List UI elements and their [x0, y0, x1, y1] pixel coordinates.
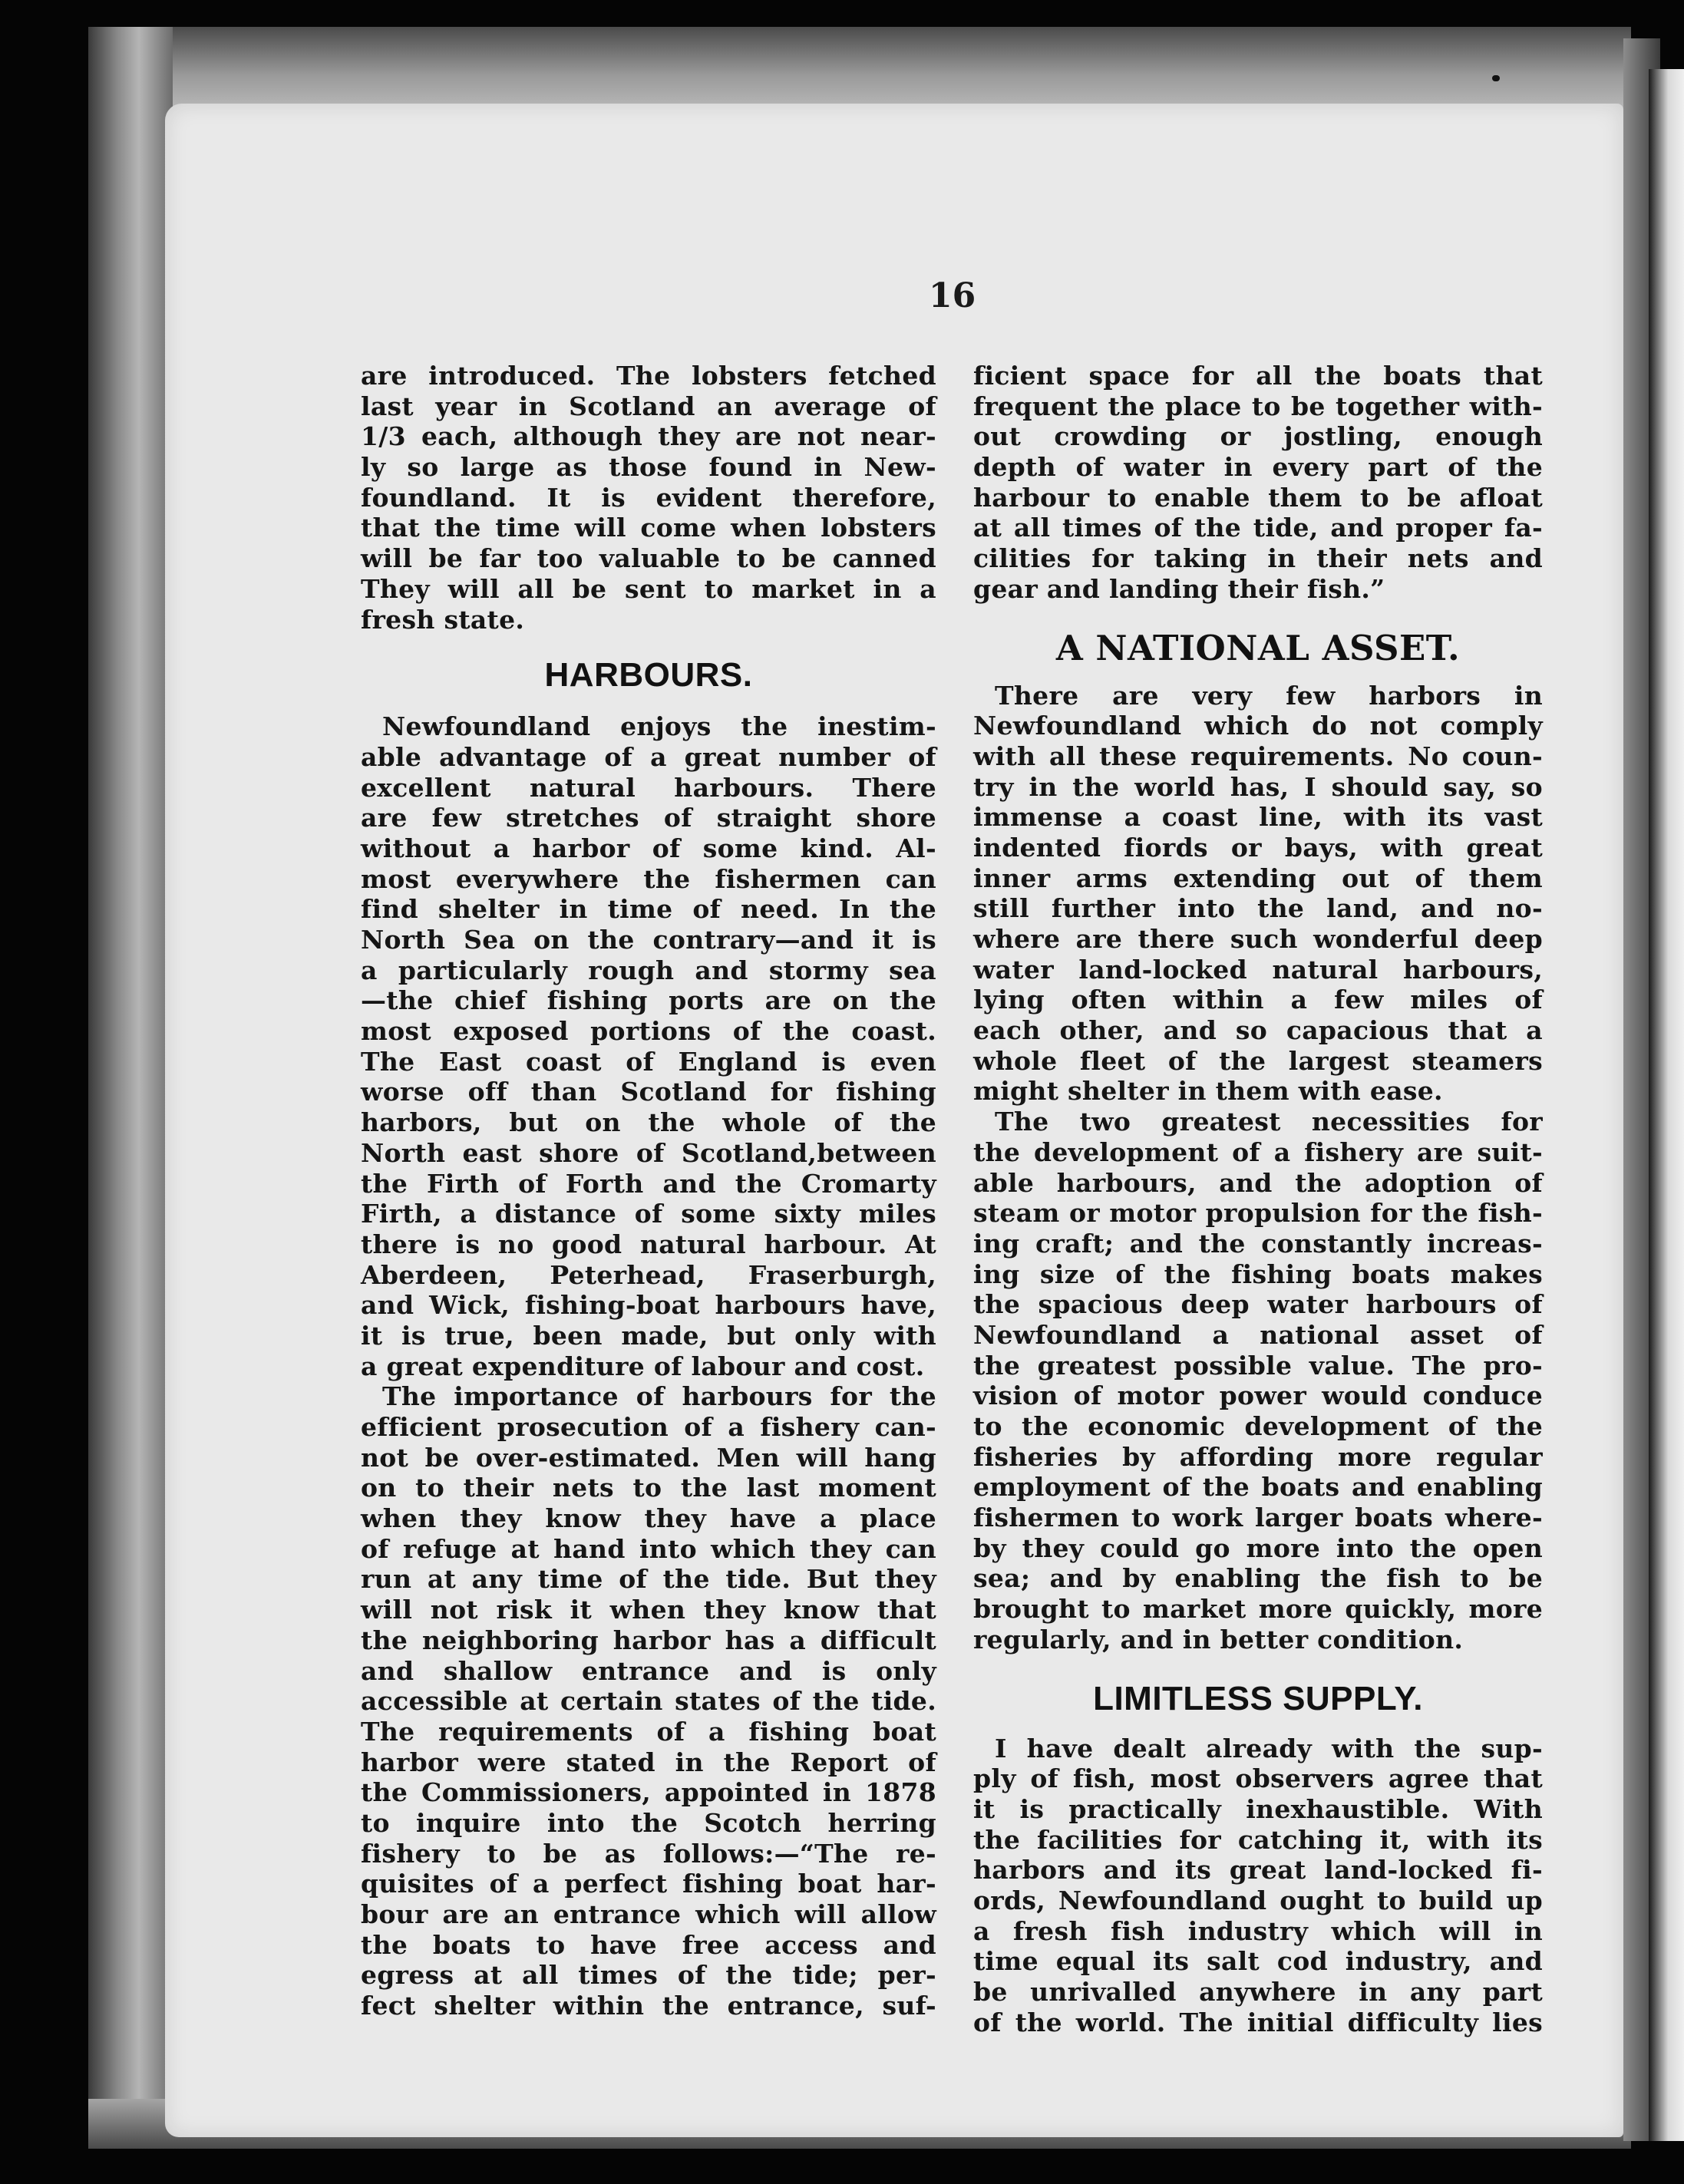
- text-line: to the economic development of the: [973, 1411, 1543, 1441]
- text-line: on to their nets to the last moment: [361, 1473, 936, 1503]
- text-line: excellent natural harbours. There: [361, 772, 936, 803]
- national-asset-paragraph-2: [973, 1107, 1543, 1654]
- text-line: harbors, but on the whole of the: [361, 1107, 936, 1138]
- text-line: are few stretches of straight shore: [361, 803, 936, 833]
- text-line: ly so large as those found in New-: [361, 452, 936, 483]
- text-line: —the chief fishing ports are on the: [361, 985, 936, 1016]
- text-line: find shelter in time of need. In the: [361, 894, 936, 925]
- text-line: out crowding or jostling, enough: [973, 421, 1543, 452]
- text-line: The East coast of England is even: [361, 1046, 936, 1077]
- text-line: cilities for taking in their nets and: [973, 543, 1543, 574]
- text-line: the development of a fishery are suit-: [973, 1137, 1543, 1167]
- text-line: will be far too valuable to be canned: [361, 543, 936, 574]
- text-line: at all times of the tide, and proper fa-: [973, 513, 1543, 543]
- text-line: Newfoundland which do not comply: [973, 711, 1543, 741]
- text-line: quisites of a perfect fishing boat har-: [361, 1869, 936, 1899]
- text-line: ply of fish, most observers agree that: [973, 1763, 1543, 1794]
- text-line: regularly, and in better condition.: [973, 1624, 1464, 1654]
- text-line: and shallow entrance and is only: [361, 1655, 936, 1686]
- text-line: with all these requirements. No coun-: [973, 741, 1543, 771]
- section-heading-harbours: HARBOURS.: [544, 656, 753, 694]
- scan-background-top: [88, 27, 1631, 115]
- next-page-edge: [1649, 69, 1684, 2141]
- text-line: last year in Scotland an average of: [361, 391, 936, 421]
- text-line: employment of the boats and enabling: [973, 1472, 1543, 1503]
- scan-background-left: [88, 27, 173, 2145]
- scan-speck: [1492, 75, 1500, 81]
- text-line: Aberdeen, Peterhead, Fraserburgh,: [361, 1259, 936, 1290]
- text-line: worse off than Scotland for fishing: [361, 1077, 936, 1107]
- text-line: it is practically inexhaustible. With: [973, 1793, 1543, 1824]
- text-line: ing size of the fishing boats makes: [973, 1259, 1543, 1289]
- text-line: The two greatest necessities for: [995, 1107, 1543, 1137]
- text-line: indented fiords or bays, with great: [973, 832, 1543, 863]
- text-line: ing craft; and the constantly increas-: [973, 1228, 1543, 1259]
- text-line: harbors and its great land-locked fi-: [973, 1855, 1543, 1885]
- text-line: Firth, a distance of some sixty miles: [361, 1199, 936, 1229]
- text-line: without a harbor of some kind. Al-: [361, 833, 936, 863]
- section-heading-national-asset: A NATIONAL ASSET.: [1055, 627, 1461, 668]
- text-line: able advantage of a great number of: [361, 741, 936, 772]
- national-asset-paragraph-1: [973, 681, 1543, 1107]
- text-line: whole fleet of the largest steamers: [973, 1045, 1543, 1076]
- text-line: harbour to enable them to be afloat: [973, 482, 1543, 513]
- text-line: There are very few harbors in: [995, 680, 1543, 711]
- text-line: where are there such wonderful deep: [973, 924, 1543, 954]
- text-line: frequent the place to be together with-: [973, 391, 1543, 421]
- text-line: still further into the land, and no-: [973, 893, 1543, 924]
- text-line: 1/3 each, although they are not near-: [361, 421, 936, 452]
- text-line: The importance of harbours for the: [382, 1381, 936, 1412]
- text-line: gear and landing their fish.”: [973, 573, 1385, 604]
- limitless-supply-paragraph: [973, 1734, 1543, 2038]
- text-line: the facilities for catching it, with its: [973, 1824, 1543, 1855]
- text-line: brought to market more quickly, more: [973, 1594, 1543, 1625]
- right-intro-paragraph: [973, 361, 1543, 605]
- text-line: fisheries by affording more regular: [973, 1441, 1543, 1472]
- text-line: it is true, been made, but only with: [361, 1320, 936, 1351]
- text-line: ords, Newfoundland ought to build up: [973, 1885, 1543, 1915]
- text-line: Newfoundland a national asset of: [973, 1319, 1543, 1350]
- text-line: most exposed portions of the coast.: [361, 1016, 936, 1047]
- left-intro-paragraph: [361, 361, 936, 635]
- text-line: fishery to be as follows:—“The re-: [361, 1838, 936, 1869]
- text-line: the spacious deep water harbours of: [973, 1289, 1543, 1320]
- text-line: that the time will come when lobsters: [361, 513, 936, 543]
- text-line: harbor were stated in the Report of: [361, 1747, 936, 1777]
- text-line: The requirements of a fishing boat: [361, 1716, 936, 1747]
- text-line: the Firth of Forth and the Cromarty: [361, 1168, 936, 1199]
- text-line: each other, and so capacious that a: [973, 1015, 1543, 1046]
- text-line: efficient prosecution of a fishery can-: [361, 1412, 936, 1442]
- page-number: 16: [929, 276, 976, 315]
- text-line: to inquire into the Scotch herring: [361, 1807, 936, 1838]
- text-line: try in the world has, I should say, so: [973, 771, 1543, 802]
- text-line: by they could go more into the open: [973, 1532, 1543, 1563]
- text-line: They will all be sent to market in a: [361, 573, 936, 604]
- text-line: able harbours, and the adoption of: [973, 1167, 1543, 1198]
- text-line: immense a coast line, with its vast: [973, 802, 1543, 833]
- text-line: lying often within a few miles of: [973, 985, 1543, 1015]
- left-column: [361, 361, 936, 2021]
- text-line: a fresh fish industry which will in: [973, 1915, 1543, 1946]
- text-line: of the world. The initial difficulty lies: [973, 2007, 1543, 2037]
- text-line: a particularly rough and stormy sea: [361, 955, 936, 985]
- text-line: are introduced. The lobsters fetched: [361, 361, 936, 391]
- text-line: foundland. It is evident therefore,: [361, 482, 936, 513]
- text-line: North Sea on the contrary—and it is: [361, 925, 936, 955]
- text-line: inner arms extending out of them: [973, 863, 1543, 893]
- text-line: be unrivalled anywhere in any part: [973, 1977, 1543, 2007]
- text-line: North east shore of Scotland,between: [361, 1137, 936, 1168]
- text-line: steam or motor propulsion for the fish-: [973, 1198, 1543, 1229]
- text-line: might shelter in them with ease.: [973, 1076, 1443, 1107]
- text-line: the boats to have free access and: [361, 1929, 936, 1960]
- text-line: accessible at certain states of the tide.: [361, 1686, 936, 1717]
- text-line: vision of motor power would conduce: [973, 1381, 1543, 1411]
- text-line: of refuge at hand into which they can: [361, 1533, 936, 1564]
- section-heading-limitless-supply: LIMITLESS SUPPLY.: [1093, 1679, 1423, 1717]
- text-line: time equal its salt cod industry, and: [973, 1946, 1543, 1977]
- text-line: there is no good natural harbour. At: [361, 1229, 936, 1259]
- text-line: not be over-estimated. Men will hang: [361, 1442, 936, 1473]
- text-line: run at any time of the tide. But they: [361, 1564, 936, 1595]
- text-line: the neighboring harbor has a difficult: [361, 1625, 936, 1655]
- text-line: I have dealt already with the sup-: [995, 1733, 1543, 1763]
- text-line: will not risk it when they know that: [361, 1595, 936, 1625]
- text-line: egress at all times of the tide; per-: [361, 1960, 936, 1991]
- text-line: depth of water in every part of the: [973, 452, 1543, 483]
- text-line: the Commissioners, appointed in 1878: [361, 1777, 936, 1808]
- text-line: a great expenditure of labour and cost.: [361, 1351, 925, 1381]
- right-column: [973, 361, 1543, 2037]
- harbours-paragraph-1: [361, 711, 936, 1381]
- text-line: the greatest possible value. The pro-: [973, 1350, 1543, 1381]
- harbours-paragraph-2: [361, 1381, 936, 2021]
- text-line: water land-locked natural harbours,: [973, 954, 1543, 985]
- text-line: sea; and by enabling the fish to be: [973, 1563, 1543, 1594]
- text-line: fishermen to work larger boats where-: [973, 1503, 1543, 1533]
- text-line: and Wick, fishing-boat harbours have,: [361, 1290, 936, 1321]
- text-line: bour are an entrance which will allow: [361, 1899, 936, 1929]
- text-line: ficient space for all the boats that: [973, 361, 1543, 391]
- text-line: Newfoundland enjoys the inestim-: [382, 711, 936, 742]
- text-line: fect shelter within the entrance, suf-: [361, 1991, 936, 2021]
- text-line: when they know they have a place: [361, 1503, 936, 1534]
- text-line: most everywhere the fishermen can: [361, 863, 936, 894]
- text-line: fresh state.: [361, 604, 525, 635]
